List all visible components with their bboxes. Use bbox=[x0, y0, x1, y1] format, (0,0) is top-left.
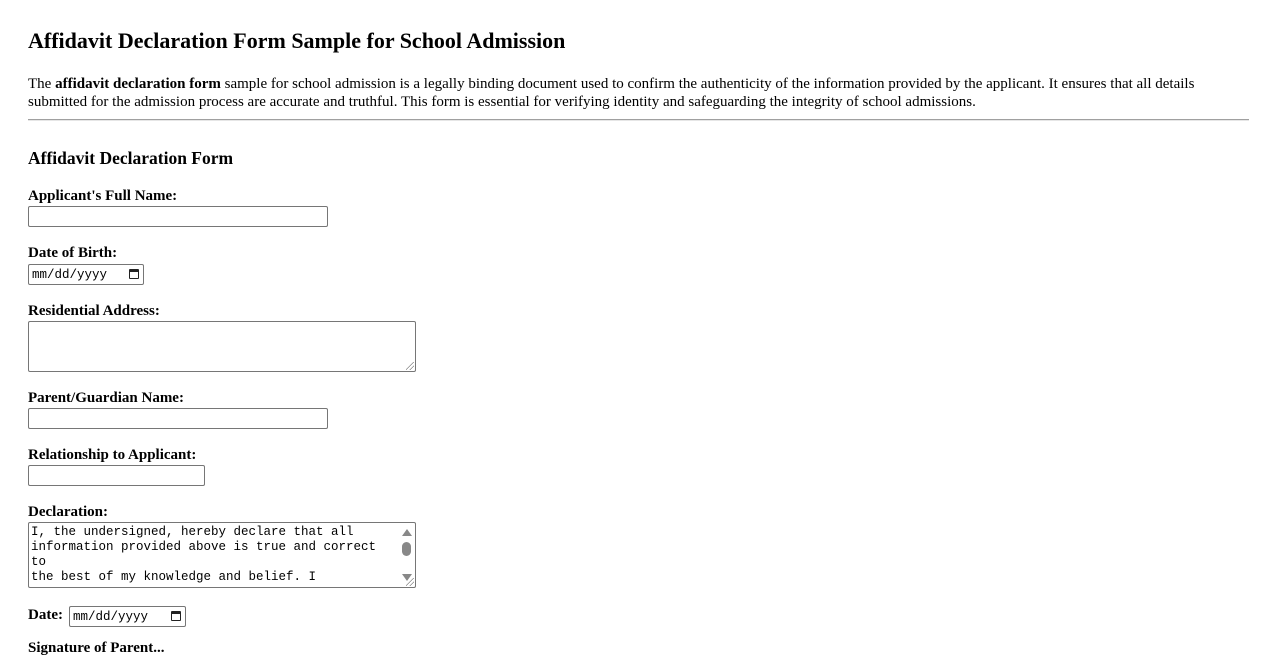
date-label: Date: bbox=[28, 607, 63, 623]
address-label: Residential Address: bbox=[28, 303, 160, 319]
divider bbox=[28, 119, 1249, 121]
page-title: Affidavit Declaration Form Sample for School Admission bbox=[28, 28, 566, 53]
intro-rest: sample for school admission is a legally binding document used to confirm the authenticity of the information provided by the applicant. It ensures that all details submitted for the admission process are accurate and truthful. This form is essential for verifying identity and safeguarding the integrity of school admissions. bbox=[28, 76, 1195, 110]
dob-input[interactable] bbox=[28, 264, 144, 285]
guardian-label: Parent/Guardian Name: bbox=[28, 390, 184, 406]
intro-bold: affidavit declaration form bbox=[55, 76, 221, 92]
scrollbar[interactable] bbox=[399, 524, 414, 586]
calendar-icon[interactable] bbox=[171, 611, 181, 621]
intro-prefix: The bbox=[28, 76, 56, 92]
date-placeholder: mm/dd/yyyy bbox=[73, 609, 149, 624]
scroll-thumb[interactable] bbox=[402, 542, 411, 556]
full-name-label: Applicant's Full Name: bbox=[28, 188, 178, 204]
resize-handle-icon[interactable] bbox=[406, 578, 414, 586]
dob-placeholder: mm/dd/yyyy bbox=[32, 267, 108, 282]
guardian-name-input[interactable] bbox=[28, 408, 328, 429]
address-textarea[interactable] bbox=[28, 321, 416, 372]
declaration-text: I, the undersigned, hereby declare that all information provided above is true and correct to the best of my knowledge and belief. I bbox=[31, 525, 377, 584]
declaration-textarea[interactable] bbox=[28, 522, 416, 588]
resize-handle-icon[interactable] bbox=[406, 362, 414, 370]
intro-paragraph bbox=[28, 75, 1243, 111]
full-name-input[interactable] bbox=[28, 206, 328, 227]
signature-label: Signature of Parent... bbox=[28, 640, 165, 656]
date-input[interactable] bbox=[69, 606, 186, 627]
relationship-label: Relationship to Applicant: bbox=[28, 447, 197, 463]
declaration-label: Declaration: bbox=[28, 504, 108, 520]
dob-label: Date of Birth: bbox=[28, 245, 118, 261]
relationship-input[interactable] bbox=[28, 465, 205, 486]
scroll-up-icon[interactable] bbox=[402, 529, 412, 536]
form-heading: Affidavit Declaration Form bbox=[28, 148, 234, 168]
calendar-icon[interactable] bbox=[129, 269, 139, 279]
